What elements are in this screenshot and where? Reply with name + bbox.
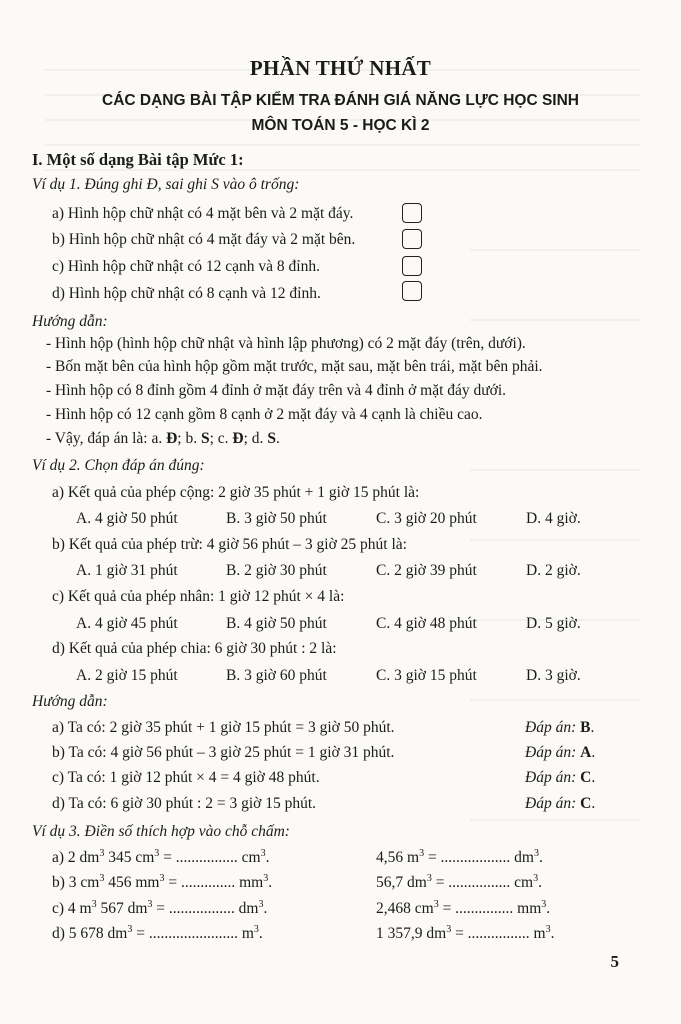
ex2-option: C. 4 giờ 48 phút [376, 615, 477, 632]
expr: 345 cm [104, 849, 155, 866]
ex2-question-b: b) Kết quả của phép trừ: 4 giờ 56 phút – 3 giờ 25 phút là: [52, 536, 407, 553]
ex3-item-left: b) 3 $cm^3$ 456 $mm^3$ = .............. $mm^3$. [52, 872, 273, 891]
power: 3 [419, 847, 425, 859]
ex1-guide-title: Hướng dẫn: [32, 313, 108, 330]
ex3-item-right: 1 357,9 $dm^3$ = ................ $m^3$. [376, 923, 555, 942]
expr: = .................. dm [424, 849, 534, 866]
expr: = .............. mm [164, 874, 264, 891]
ex2-option: C. 3 giờ 20 phút [376, 510, 477, 527]
expr: 456 mm [104, 874, 160, 891]
ex2-guide-line: b) Ta có: 4 giờ 56 phút – 3 giờ 25 phút = 1 giờ 31 phút. [52, 744, 395, 761]
answer-letter: B [580, 719, 591, 736]
power: 3 [99, 872, 105, 884]
ex2-option: D. 4 giờ. [526, 510, 581, 527]
ex2-option: B. 3 giờ 60 phút [226, 667, 327, 684]
ex3-item-left: c) 4 $m^3$ 567 $dm^3$ = ................. $dm^3$. [52, 898, 268, 917]
ex3-item-right: 56,7 $dm^3$ = ................ $cm^3$. [376, 872, 542, 891]
ex2-question-c: c) Kết quả của phép nhân: 1 giờ 12 phút × 4 là: [52, 588, 345, 605]
answer-a: Đ [166, 430, 178, 447]
ex2-option: D. 3 giờ. [526, 667, 581, 684]
answer-sep: ; d. [243, 430, 268, 447]
power: 3 [127, 923, 133, 935]
expr: = ............... mm [438, 900, 542, 917]
ex3-item-left: d) 5 678 $dm^3$ = ....................... $m^3$. [52, 923, 263, 942]
ex1-item-d: d) Hình hộp chữ nhật có 8 cạnh và 12 đỉnh. [52, 285, 321, 302]
answer-c: Đ [232, 430, 244, 447]
ex1-answer-box-c[interactable] [402, 256, 422, 276]
ex1-guide-line: - Hình hộp có 8 đỉnh gồm 4 đỉnh ở mặt đáy trên và 4 đỉnh ở mặt đáy dưới. [46, 382, 507, 399]
ex2-guide-answer: Đáp án: A. [525, 744, 596, 761]
ex2-option: A. 4 giờ 45 phút [76, 615, 178, 632]
answer-label: Đáp án [525, 719, 572, 736]
ex2-question-d: d) Kết quả của phép chia: 6 giờ 30 phút : 2 là: [52, 640, 337, 657]
ex2-option: A. 2 giờ 15 phút [76, 667, 178, 684]
answer-letter: C [580, 795, 592, 812]
expr: 1 357,9 dm [376, 925, 447, 942]
ex1-answer-box-b[interactable] [402, 229, 422, 249]
answer-sep: ; c. [209, 430, 233, 447]
ex2-title: Ví dụ 2. Chọn đáp án đúng: [32, 457, 205, 474]
answer-end: . [275, 430, 280, 447]
ex2-option: D. 2 giờ. [526, 562, 581, 579]
ex1-item-c: c) Hình hộp chữ nhật có 12 cạnh và 8 đỉnh. [52, 258, 320, 275]
power: 3 [99, 847, 105, 859]
ex1-guide-line: - Hình hộp (hình hộp chữ nhật và hình lập phương) có 2 mặt đáy (trên, dưới). [46, 335, 526, 352]
answer-d: S [267, 430, 276, 447]
expr: = ................. dm [152, 900, 259, 917]
ex2-option: B. 2 giờ 30 phút [226, 562, 327, 579]
ex2-option: A. 1 giờ 31 phút [76, 562, 178, 579]
section-heading: I. Một số dạng Bài tập Mức 1: [32, 150, 244, 169]
subtitle: CÁC DẠNG BÀI TẬP KIỂM TRA ĐÁNH GIÁ NĂNG LỰC HỌC SINH [102, 92, 579, 109]
answer-label: Đáp án [525, 744, 572, 761]
ex2-guide-answer: Đáp án: B. [525, 719, 595, 736]
ex3-item-left: a) 2 $dm^3$ 345 $cm^3$ = ................ $cm^3$. [52, 847, 270, 866]
power: 3 [263, 872, 269, 884]
ex2-guide-line: d) Ta có: 6 giờ 30 phút : 2 = 3 giờ 15 phút. [52, 795, 316, 812]
ex2-guide-line: c) Ta có: 1 giờ 12 phút × 4 = 4 giờ 48 phút. [52, 769, 320, 786]
ex2-option: B. 3 giờ 50 phút [226, 510, 327, 527]
expr: = ................ m [451, 925, 546, 942]
power: 3 [154, 847, 160, 859]
expr: a) 2 dm [52, 849, 100, 866]
ex1-answer-box-d[interactable] [402, 281, 422, 301]
expr: = ....................... m [132, 925, 254, 942]
answer-b: S [200, 430, 210, 447]
power: 3 [147, 898, 153, 910]
expr: b) 3 cm [52, 874, 100, 891]
answer-letter: C [580, 769, 592, 786]
expr: 567 dm [96, 900, 148, 917]
answer-prefix: - Vậy, đáp án là: a. [46, 430, 167, 447]
answer-letter: A [580, 744, 592, 761]
ex2-option: B. 4 giờ 50 phút [226, 615, 327, 632]
power: 3 [534, 847, 539, 859]
power: 3 [260, 847, 266, 859]
power: 3 [533, 872, 539, 884]
ex2-option: C. 2 giờ 39 phút [376, 562, 477, 579]
ex1-item-b: b) Hình hộp chữ nhật có 4 mặt đáy và 2 mặt bên. [52, 231, 356, 248]
answer-label: Đáp án [525, 795, 572, 812]
ex2-question-a: a) Kết quả của phép cộng: 2 giờ 35 phút + 1 giờ 15 phút là: [52, 484, 420, 501]
ex1-guide-line: - Bốn mặt bên của hình hộp gồm mặt trước, mặt sau, mặt bên trái, mặt bên phải. [46, 358, 543, 375]
expr: c) 4 m [52, 900, 92, 917]
ex2-guide-answer: Đáp án: C. [525, 769, 596, 786]
power: 3 [545, 923, 551, 935]
expr: 4,56 m [376, 849, 420, 866]
power: 3 [433, 898, 439, 910]
power: 3 [91, 898, 97, 910]
ex1-answer-box-a[interactable] [402, 203, 422, 223]
power: 3 [446, 923, 452, 935]
ex2-option: C. 3 giờ 15 phút [376, 667, 477, 684]
ex2-option: A. 4 giờ 50 phút [76, 510, 178, 527]
power: 3 [426, 872, 432, 884]
power: 3 [541, 898, 547, 910]
answer-label: Đáp án [525, 769, 572, 786]
ex1-guide-line: - Hình hộp có 12 cạnh gồm 8 cạnh ở 2 mặt đáy và 4 cạnh là chiều cao. [46, 406, 483, 423]
ex1-item-a: a) Hình hộp chữ nhật có 4 mặt bên và 2 mặt đáy. [52, 205, 354, 222]
power: 3 [159, 872, 165, 884]
part-title: PHẦN THỨ NHẤT [249, 56, 432, 80]
power: 3 [253, 923, 259, 935]
page-number: 5 [610, 952, 619, 971]
subject-title: MÔN TOÁN 5 - HỌC KÌ 2 [251, 117, 430, 134]
ex3-item-right: 4,56 $m^3$ = .................. $dm^3$. [376, 847, 543, 866]
expr: = ................ cm [431, 874, 534, 891]
expr: d) 5 678 dm [52, 925, 128, 942]
ex2-guide-line: a) Ta có: 2 giờ 35 phút + 1 giờ 15 phút = 3 giờ 50 phút. [52, 719, 395, 736]
expr: 56,7 dm [376, 874, 427, 891]
ex2-option: D. 5 giờ. [526, 615, 581, 632]
power: 3 [258, 898, 264, 910]
ex1-answer-line [46, 429, 280, 449]
ex2-guide-answer: Đáp án: C. [525, 795, 596, 812]
expr: 2,468 cm [376, 900, 434, 917]
ex2-guide-title: Hướng dẫn: [32, 693, 108, 710]
ex1-title: Ví dụ 1. Đúng ghi Đ, sai ghi S vào ô trống: [32, 176, 300, 193]
expr: = ................ cm [159, 849, 261, 866]
ex3-title: Ví dụ 3. Điền số thích hợp vào chỗ chấm: [32, 823, 290, 840]
answer-sep: ; b. [177, 430, 201, 447]
ex3-item-right: 2,468 $cm^3$ = ............... $mm^3$. [376, 898, 551, 917]
